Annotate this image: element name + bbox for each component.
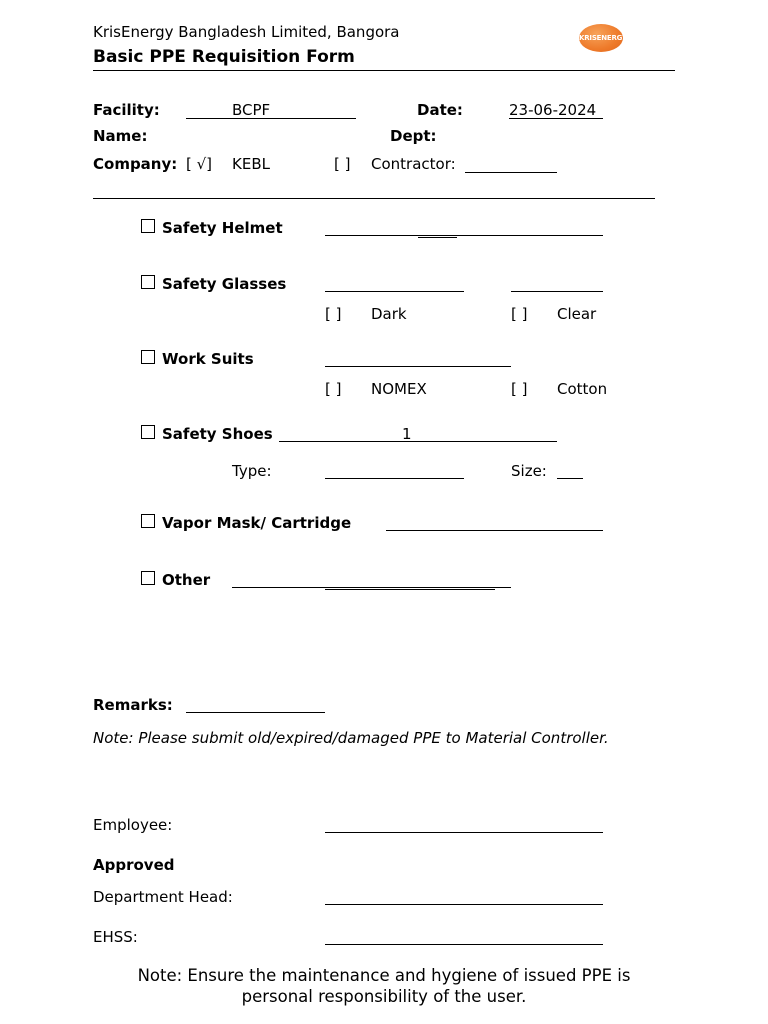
glasses-field-2[interactable] [511, 291, 603, 292]
contractor-field[interactable] [465, 172, 557, 173]
kebl-label: KEBL [232, 155, 270, 173]
helmet-field-mark [418, 237, 457, 238]
krisenergy-logo: KRISENERGY [579, 24, 623, 52]
other-label: Other [162, 571, 211, 589]
size-label: Size: [511, 462, 547, 480]
suits-checkbox[interactable] [141, 350, 155, 364]
helmet-field[interactable] [325, 235, 603, 236]
company-name: KrisEnergy Bangladesh Limited, Bangora [93, 23, 400, 41]
kebl-checkbox[interactable]: [ √] [186, 155, 213, 173]
date-label: Date: [417, 101, 463, 119]
footer-note-line2: personal responsibility of the user. [241, 987, 527, 1006]
vapor-label: Vapor Mask/ Cartridge [162, 514, 352, 532]
helmet-label: Safety Helmet [162, 219, 283, 237]
other-field-mark [325, 589, 495, 590]
remarks-field[interactable] [186, 712, 325, 713]
nomex-label: NOMEX [371, 380, 427, 398]
shoes-checkbox[interactable] [141, 425, 155, 439]
nomex-checkbox[interactable]: [ ] [325, 380, 342, 398]
glasses-label: Safety Glasses [162, 275, 287, 293]
dept-head-label: Department Head: [93, 888, 233, 906]
facility-label: Facility: [93, 101, 160, 119]
suits-label: Work Suits [162, 350, 254, 368]
shoes-field[interactable] [279, 441, 557, 442]
employee-signature-field[interactable] [325, 832, 603, 833]
header-rule [93, 70, 675, 71]
dark-label: Dark [371, 305, 407, 323]
vapor-field[interactable] [386, 530, 603, 531]
company-label: Company: [93, 155, 178, 173]
ehss-signature-field[interactable] [325, 944, 603, 945]
other-field[interactable] [232, 587, 511, 588]
size-field[interactable] [557, 478, 583, 479]
date-value: 23-06-2024 [509, 101, 597, 119]
suits-field[interactable] [325, 366, 511, 367]
dark-checkbox[interactable]: [ ] [325, 305, 342, 323]
dept-head-signature-field[interactable] [325, 904, 603, 905]
name-label: Name: [93, 127, 148, 145]
section-divider [93, 198, 655, 199]
clear-label: Clear [557, 305, 597, 323]
facility-value: BCPF [232, 101, 271, 119]
glasses-checkbox[interactable] [141, 275, 155, 289]
approved-heading: Approved [93, 856, 175, 874]
ehss-label: EHSS: [93, 928, 138, 946]
shoes-quantity: 1 [402, 425, 412, 443]
cotton-label: Cotton [557, 380, 608, 398]
form-title: Basic PPE Requisition Form [93, 47, 355, 67]
contractor-checkbox[interactable]: [ ] [334, 155, 351, 173]
type-field[interactable] [325, 478, 464, 479]
shoes-label: Safety Shoes [162, 425, 273, 443]
contractor-label: Contractor: [371, 155, 456, 173]
glasses-field-1[interactable] [325, 291, 464, 292]
cotton-checkbox[interactable]: [ ] [511, 380, 528, 398]
clear-checkbox[interactable]: [ ] [511, 305, 528, 323]
remarks-label: Remarks: [93, 696, 173, 714]
vapor-checkbox[interactable] [141, 514, 155, 528]
footer-note-line1: Note: Ensure the maintenance and hygiene of issued PPE is [137, 966, 631, 985]
employee-label: Employee: [93, 816, 173, 834]
helmet-checkbox[interactable] [141, 219, 155, 233]
type-label: Type: [232, 462, 272, 480]
other-checkbox[interactable] [141, 571, 155, 585]
dept-label: Dept: [390, 127, 437, 145]
remarks-note: Note: Please submit old/expired/damaged PPE to Material Controller. [93, 729, 609, 747]
facility-field[interactable] [186, 118, 356, 119]
